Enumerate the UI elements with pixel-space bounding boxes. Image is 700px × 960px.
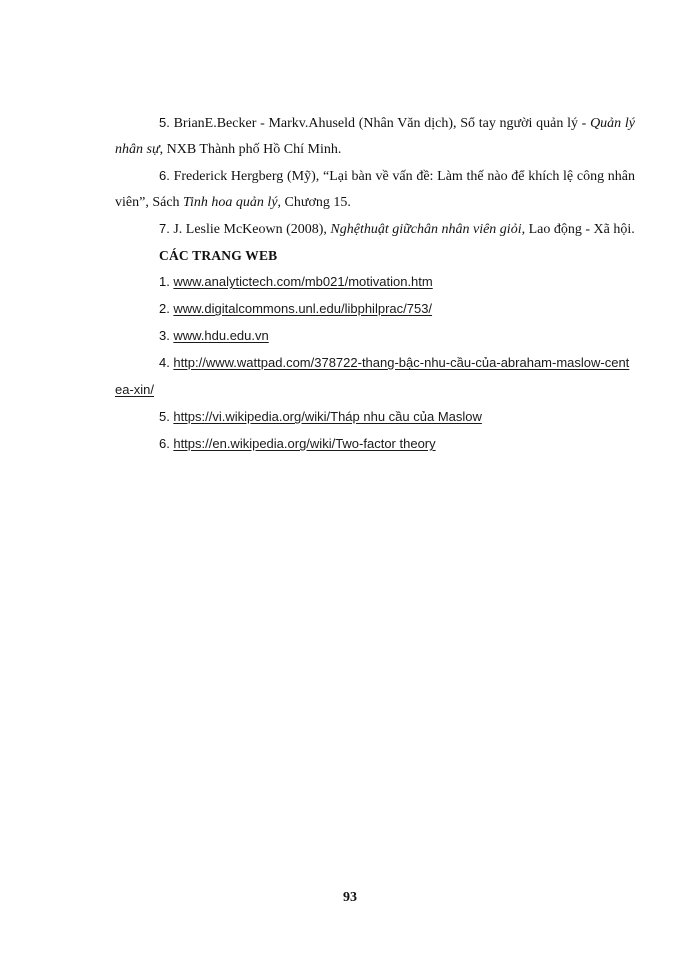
- reference-publisher: , NXB Thành phố Hồ Chí Minh.: [159, 142, 342, 157]
- website-item: [115, 431, 635, 458]
- reference-number: 5.: [159, 115, 170, 130]
- website-number: 1.: [159, 274, 170, 289]
- reference-text: BrianE.Becker - Markv.Ahuseld (Nhân Văn dịch), Sổ tay người quản lý -: [173, 116, 591, 131]
- reference-publisher: , Chương 15.: [277, 195, 351, 210]
- reference-title: Quản lý nhân sự: [115, 116, 635, 157]
- website-number: 6.: [159, 436, 170, 451]
- website-link[interactable]: www.digitalcommons.unl.edu/libphilprac/753/: [173, 301, 433, 316]
- website-link[interactable]: https://vi.wikipedia.org/wiki/Tháp nhu cầu của Maslow: [173, 409, 482, 424]
- website-number: 3.: [159, 328, 170, 343]
- page-number: 93: [343, 890, 357, 905]
- website-link[interactable]: www.analytictech.com/mb021/motivation.htm: [173, 274, 433, 289]
- website-item: [115, 350, 635, 404]
- website-number: 4.: [159, 355, 170, 370]
- website-item: [115, 323, 635, 350]
- reference-item: [115, 163, 635, 216]
- reference-number: 6.: [159, 168, 170, 183]
- reference-text: Frederick Hergberg (Mỹ), “Lại bàn về vấn đề: Làm thế nào để khích lệ công nhân viên”, Sách: [115, 169, 635, 210]
- reference-item: [115, 110, 635, 163]
- reference-number: 7.: [159, 221, 170, 236]
- website-link[interactable]: http://www.wattpad.com/378722-thang-bậc-nhu-cầu-của-abraham-maslow-centea-xin/: [115, 355, 630, 397]
- website-link[interactable]: https://en.wikipedia.org/wiki/Two-factor theory: [173, 436, 436, 451]
- website-link[interactable]: www.hdu.edu.vn: [173, 328, 269, 343]
- website-item: [115, 296, 635, 323]
- reference-title: Nghệthuật giữchân nhân viên giỏi: [330, 222, 522, 237]
- website-item: [115, 269, 635, 296]
- reference-item: [115, 216, 635, 243]
- web-section-heading: CÁC TRANG WEB: [159, 248, 278, 263]
- page-content: [115, 110, 635, 458]
- website-number: 5.: [159, 409, 170, 424]
- website-item: [115, 404, 635, 431]
- reference-publisher: , Lao động - Xã hội.: [521, 222, 635, 237]
- website-number: 2.: [159, 301, 170, 316]
- reference-text: J. Leslie McKeown (2008),: [173, 222, 331, 237]
- reference-title: Tinh hoa quản lý: [183, 195, 278, 210]
